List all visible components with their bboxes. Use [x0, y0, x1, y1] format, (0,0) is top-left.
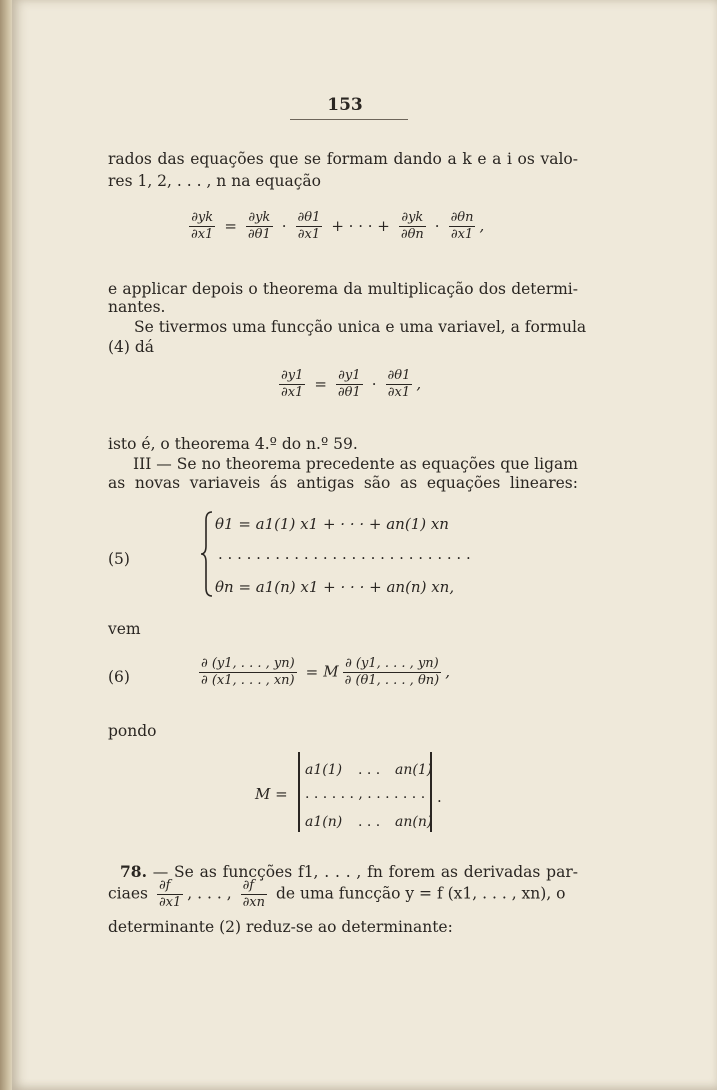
section-number: 78. [120, 862, 147, 881]
equation-number: (6) [108, 668, 130, 686]
determinant-tail: . [437, 788, 442, 806]
determinant-bar-left [298, 752, 300, 832]
text-line: e applicar depois o theorema da multiplicação dos determi- [108, 280, 578, 298]
text-line: rados das equações que se formam dando a k e a i os valo- [108, 150, 578, 168]
text-line: nantes. [108, 298, 166, 316]
text-line: isto é, o theorema 4.º do n.º 59. [108, 435, 358, 453]
page-number: 153 [327, 95, 363, 115]
matrix-cell: . . . [358, 814, 381, 830]
matrix-cell: a1(n) [305, 814, 343, 830]
equation-6: $\frac{\partial (y1, . . . , yn)}{\partial (x1, . . . , xn)}$ = M $\frac{\partial (y1, . . . , yn)}{\partial (\theta 1, . . . , \theta n)}$ , [201, 656, 450, 688]
equation-row: θ1 = a1(1) x1 + · · · + an(1) xn [215, 515, 449, 533]
text-line: determinante (2) reduz-se ao determinante: [108, 918, 453, 936]
matrix-row: . . . . . . , . . . . . . . [305, 786, 426, 802]
text-line: III — Se no theorema precedente as equações que ligam [133, 455, 578, 473]
equation-number: (5) [108, 550, 130, 568]
matrix-cell: . . . [358, 762, 381, 778]
equation-row: θn = a1(n) x1 + · · · + an(n) xn, [215, 578, 455, 596]
matrix-cell: a1(1) [305, 762, 343, 778]
text-line: vem [108, 620, 141, 638]
text-line: as novas variaveis ás antigas são as equações lineares: [108, 474, 578, 492]
equation-1: $\frac{\partial yk}{\partial x1}$ = $\frac{\partial yk}{\partial\theta 1}$ · $\frac{\partial\theta 1}{\partial x1}$ + · · · + $\frac{\partial yk}{\partial\theta n}$ · $\frac{\partial\theta n}{\partial x1}$ , [191, 210, 485, 242]
determinant-label: M = [255, 785, 288, 803]
text-line: (4) dá [108, 338, 155, 356]
header-rule [290, 119, 408, 120]
matrix-cell: an(n) [395, 814, 433, 830]
equation-row: . . . . . . . . . . . . . . . . . . . . . . . . . . . [218, 545, 471, 563]
text-line: res 1, 2, . . . , n na equação [108, 172, 321, 190]
matrix-cell: an(1) [395, 762, 433, 778]
left-brace [200, 510, 214, 598]
section-78-line2: ciaes $\frac{\partial f}{\partial x1}$ , . . . , $\frac{\partial f}{\partial xn}$ de uma funcção y = f (x1, . . . , xn), o [108, 878, 566, 910]
text-line: Se tivermos uma funcção unica e uma variavel, a formula [134, 318, 587, 336]
text-line: pondo [108, 722, 157, 740]
section-78-line: 78. — Se as funcções f1, . . . , fn forem as derivadas par- [120, 862, 578, 881]
equation-2: $\frac{\partial y1}{\partial x1}$ = $\frac{\partial y1}{\partial\theta 1}$ · $\frac{\partial\theta 1}{\partial x1}$ , [281, 368, 422, 400]
